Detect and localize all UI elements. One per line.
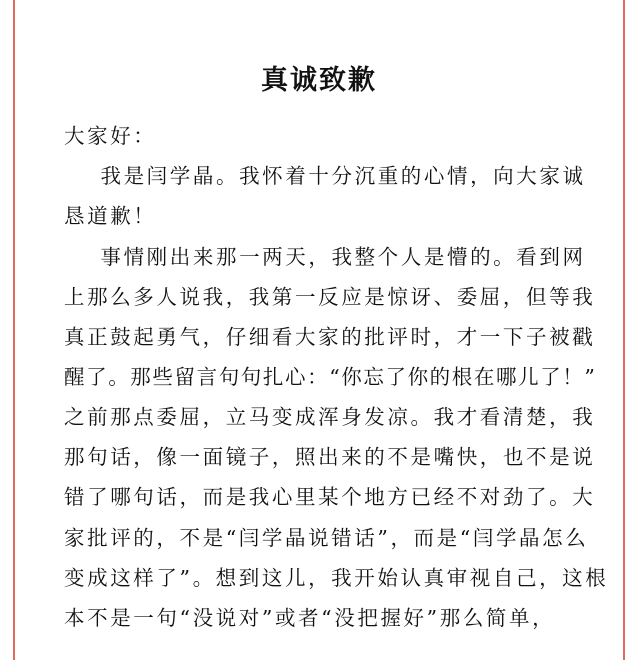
- text-line: 恳道歉！: [64, 204, 157, 228]
- document-page: [13, 0, 625, 660]
- document-title: 真诚致歉: [261, 65, 377, 96]
- text-line: 错了哪句话，而是我心里某个地方已经不对劲了。大: [64, 485, 596, 509]
- text-line: 真正鼓起勇气，仔细看大家的批评时，才一下子被戳: [64, 325, 596, 349]
- text-line: 醒了。那些留言句句扎心：“你忘了你的根在哪儿了！”: [64, 365, 597, 389]
- text-line: 事情刚出来那一两天，我整个人是懵的。看到网: [64, 245, 586, 269]
- text-line: 之前那点委屈，立马变成浑身发凉。我才看清楚，我: [64, 405, 596, 429]
- text-line: 家批评的，不是“闫学晶说错话”，而是“闫学晶怎么: [64, 526, 589, 550]
- text-line: 变成这样了”。想到这儿，我开始认真审视自己，这根: [64, 566, 609, 590]
- text-line: 上那么多人说我，我第一反应是惊讶、委屈，但等我: [64, 285, 596, 309]
- text-line: 本不是一句“没说对”或者“没把握好”那么简单，: [64, 606, 556, 630]
- text-line: 我是闫学晶。我怀着十分沉重的心情，向大家诚: [64, 164, 586, 188]
- text-line: 大家好：: [64, 124, 157, 148]
- text-line: 那句话，像一面镜子，照出来的不是嘴快，也不是说: [64, 445, 596, 469]
